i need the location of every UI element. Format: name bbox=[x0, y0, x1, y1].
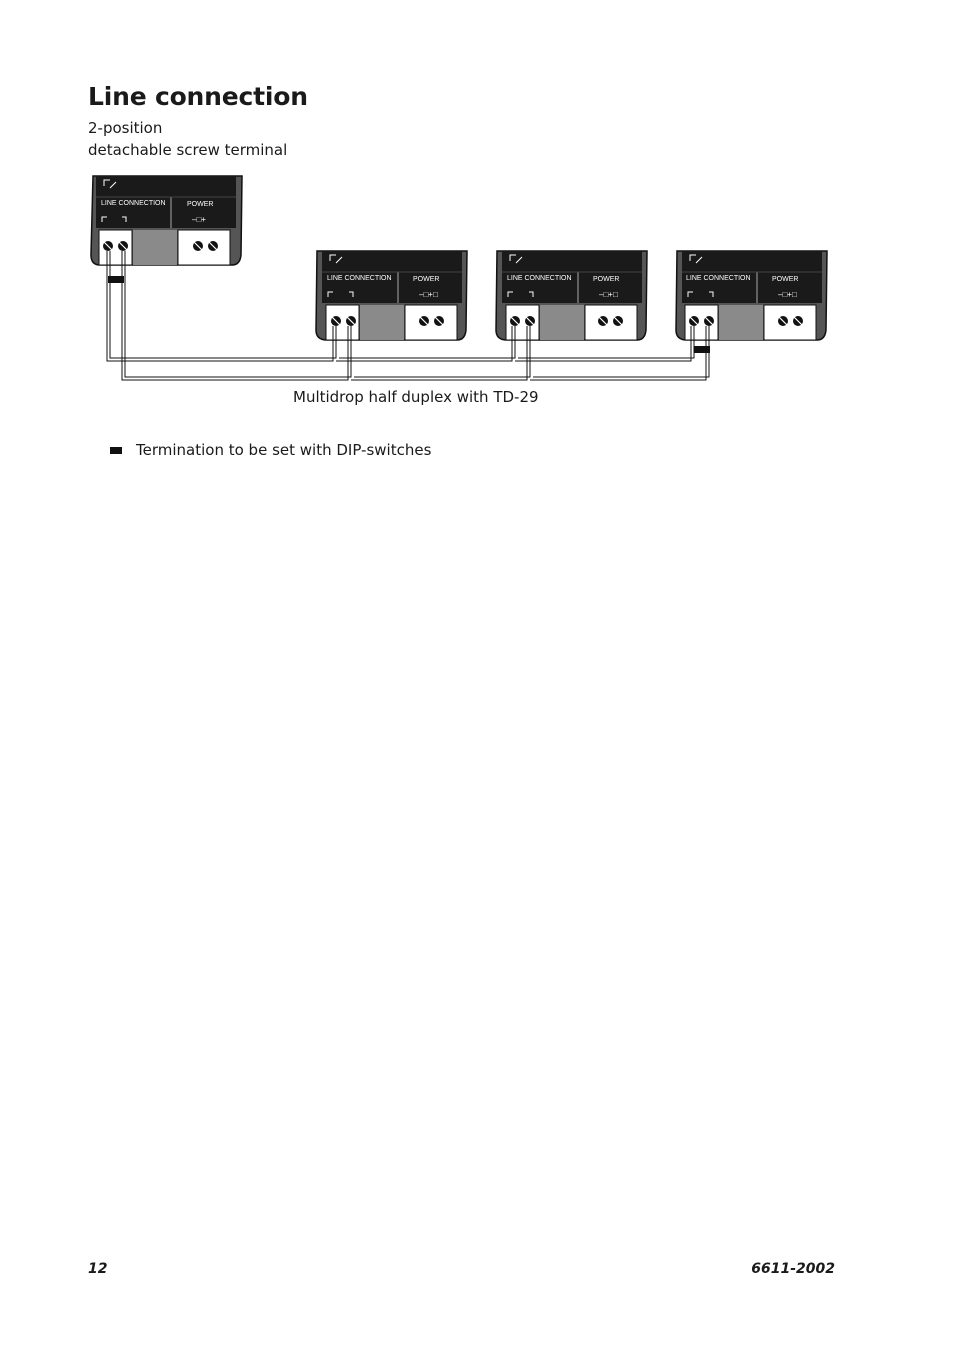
device-2 bbox=[316, 251, 467, 340]
subtitle-line-2: detachable screw terminal bbox=[88, 141, 288, 159]
document-number: 6611-2002 bbox=[751, 1261, 835, 1277]
device-3-line-label: LINE CONNECTION bbox=[507, 275, 572, 282]
device-4-power-label: POWER bbox=[772, 276, 799, 283]
device-2-power-polarity: –□+□ bbox=[419, 290, 438, 299]
device-2-line-label: LINE CONNECTION bbox=[327, 275, 392, 282]
termination-legend-text: Termination to be set with DIP-switches bbox=[136, 441, 432, 459]
page-number: 12 bbox=[88, 1261, 108, 1277]
termination-legend-swatch bbox=[110, 447, 122, 454]
subtitle-line-1: 2-position bbox=[88, 119, 163, 137]
device-3-power-label: POWER bbox=[593, 276, 620, 283]
device-1 bbox=[91, 176, 242, 283]
diagram-caption: Multidrop half duplex with TD-29 bbox=[293, 388, 539, 406]
wiring-diagram bbox=[0, 0, 954, 420]
device-4-termination-marker bbox=[694, 346, 710, 353]
termination-legend bbox=[110, 441, 431, 459]
device-4-power-polarity: –□+□ bbox=[778, 290, 797, 299]
device-4 bbox=[676, 251, 827, 353]
device-1-line-label: LINE CONNECTION bbox=[101, 200, 166, 207]
page-title: Line connection bbox=[88, 82, 308, 111]
device-3-power-polarity: –□+□ bbox=[599, 290, 618, 299]
device-1-power-polarity: –□+ bbox=[192, 215, 206, 224]
device-4-line-label: LINE CONNECTION bbox=[686, 275, 751, 282]
device-1-power-label: POWER bbox=[187, 201, 214, 208]
device-3 bbox=[496, 251, 647, 340]
device-2-power-label: POWER bbox=[413, 276, 440, 283]
